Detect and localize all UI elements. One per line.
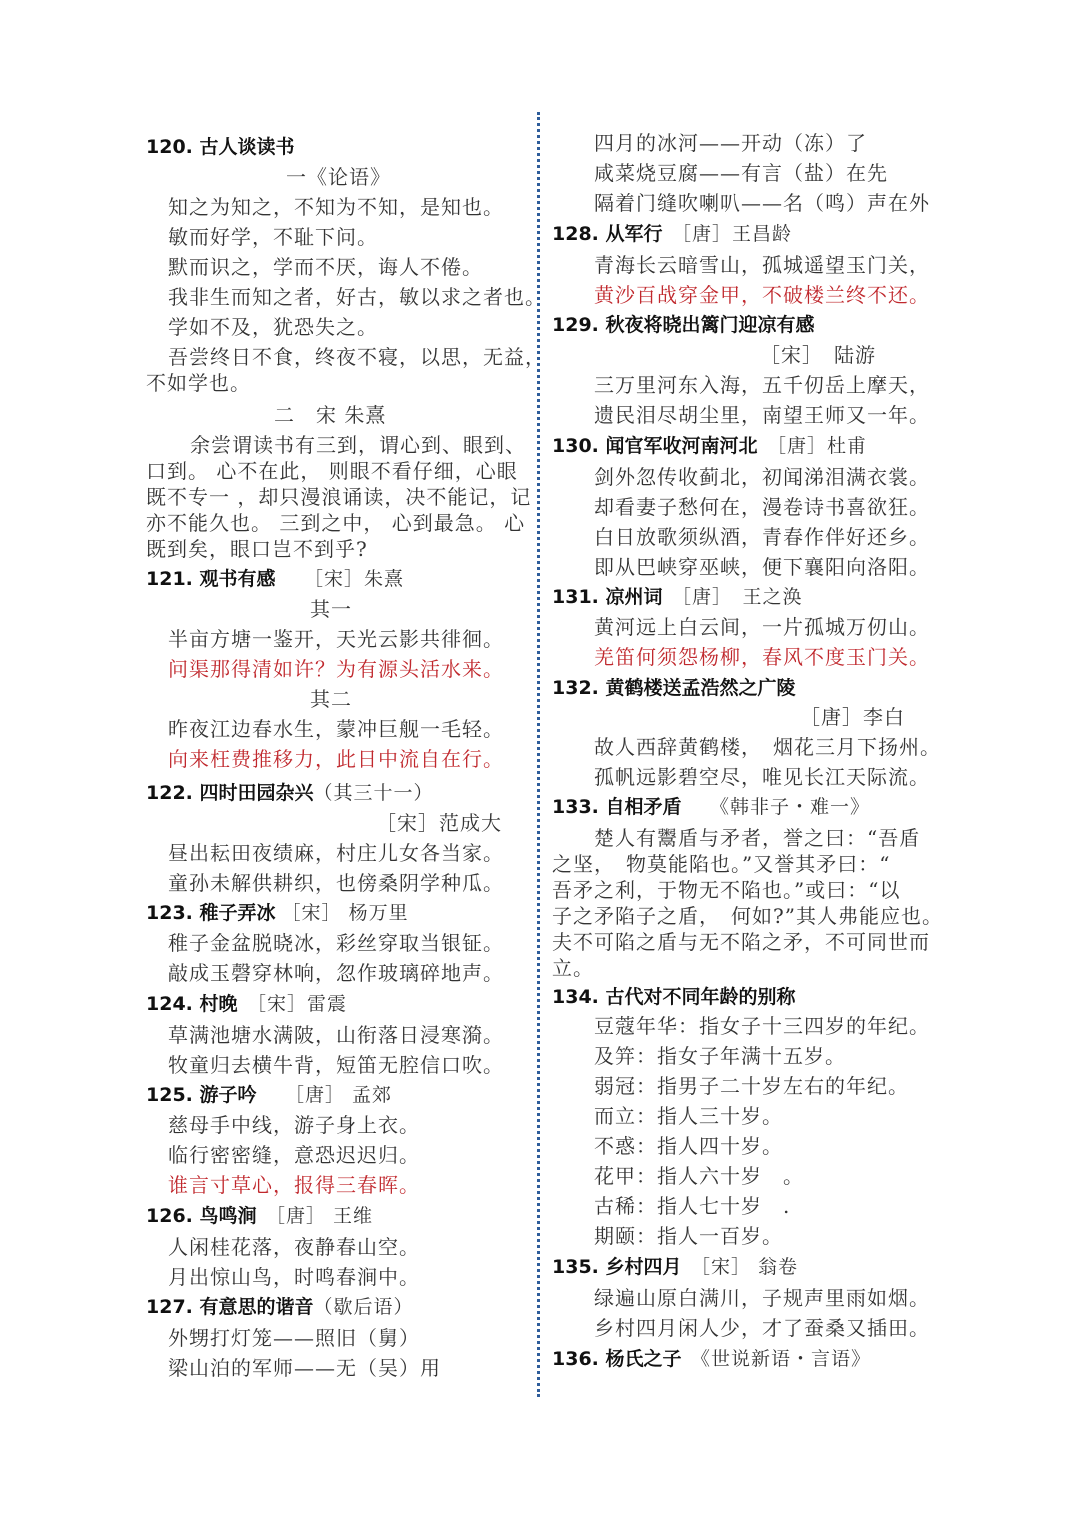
text-line: 期颐：指人一百岁。 — [594, 1224, 783, 1248]
text-line: 剑外忽传收蓟北，初闻涕泪满衣裳。 — [594, 465, 930, 489]
text-line: 学如不及，犹恐失之。 — [168, 315, 378, 339]
text-line: 古稀：指人七十岁 . — [594, 1194, 791, 1218]
section-title-127: 127. 有意思的谐音（歇后语） — [146, 1296, 414, 1318]
text-line: 却看妻子愁何在，漫卷诗书喜欲狂。 — [594, 495, 930, 519]
text-line: 梁山泊的军师——无（吴）用 — [168, 1356, 441, 1380]
text-line: 豆蔻年华：指女子十三四岁的年纪。 — [594, 1014, 930, 1038]
subheading: 其一 — [310, 597, 352, 621]
section-title-123: 123. 稚子弄冰 ［宋］ 杨万里 — [146, 902, 409, 924]
paragraph-line: 吾矛之利，于物无不陷也。”或曰：“以 — [552, 878, 901, 902]
text-line: 花甲：指人六十岁 。 — [594, 1164, 804, 1188]
text-line: 遗民泪尽胡尘里，南望王师又一年。 — [594, 403, 930, 427]
text-line: 四月的冰河——开动（冻）了 — [594, 131, 867, 155]
text-line-highlight: 问渠那得清如许？为有源头活水来。 — [168, 657, 504, 681]
section-title-135: 135. 乡村四月 ［宋］ 翁卷 — [552, 1256, 799, 1278]
text-line-highlight: 羌笛何须怨杨柳，春风不度玉门关。 — [594, 645, 930, 669]
section-title-130: 130. 闻官军收河南河北 ［唐］杜甫 — [552, 435, 868, 457]
section-title-121: 121. 观书有感 ［宋］朱熹 — [146, 568, 405, 590]
paragraph-line: 亦不能久也。 三到之中， 心到最急。 心 — [146, 511, 526, 535]
subheading: 二 宋 朱熹 — [274, 403, 387, 427]
text-line-highlight: 谁言寸草心，报得三春晖。 — [168, 1173, 420, 1197]
section-title-120: 120. 古人谈读书 — [146, 136, 295, 158]
text-line: 三万里河东入海，五千仞岳上摩天， — [594, 373, 930, 397]
text-line: 慈母手中线，游子身上衣。 — [168, 1113, 420, 1137]
text-line: 我非生而知之者，好古，敏以求之者也。 — [168, 285, 546, 309]
section-title-132: 132. 黄鹤楼送孟浩然之广陵 — [552, 677, 796, 699]
paragraph-line: 余尝谓读书有三到，谓心到、眼到、 — [190, 433, 526, 457]
text-line: 临行密密缝，意恐迟迟归。 — [168, 1143, 420, 1167]
text-line: 白日放歌须纵酒，青春作伴好还乡。 — [594, 525, 930, 549]
subheading: 一《论语》 — [286, 165, 391, 189]
text-line: 昨夜江边春水生，蒙冲巨舰一毛轻。 — [168, 717, 504, 741]
section-title-125: 125. 游子吟 ［唐］ 孟郊 — [146, 1084, 393, 1106]
paragraph-line: 既到矣，眼口岂不到乎? — [146, 537, 368, 561]
text-line: 弱冠：指男子二十岁左右的年纪。 — [594, 1074, 909, 1098]
section-title-133: 133. 自相矛盾 《韩非子・难一》 — [552, 796, 871, 818]
text-line-highlight: 黄沙百战穿金甲，不破楼兰终不还。 — [594, 283, 930, 307]
paragraph-line: 之坚， 物莫能陷也。”又誉其矛曰：“ — [552, 852, 891, 876]
section-title-136: 136. 杨氏之子 《世说新语・言语》 — [552, 1348, 872, 1370]
paragraph-line: 夫不可陷之盾与无不陷之矛，不可同世而 — [552, 930, 930, 954]
text-line: 敏而好学，不耻下问。 — [168, 225, 378, 249]
section-title-124: 124. 村晚 ［宋］雷震 — [146, 993, 348, 1015]
text-line: 牧童归去横牛背，短笛无腔信口吹。 — [168, 1053, 504, 1077]
text-line: 半亩方塘一鉴开，天光云影共徘徊。 — [168, 627, 504, 651]
text-line: 绿遍山原白满川，子规声里雨如烟。 — [594, 1286, 930, 1310]
section-title-126: 126. 鸟鸣涧 ［唐］ 王维 — [146, 1205, 374, 1227]
paragraph-line: 既不专一 ，却只漫浪诵读，决不能记，记 — [146, 485, 532, 509]
section-title-129: 129. 秋夜将晓出篱门迎凉有感 — [552, 314, 815, 336]
text-line: 吾尝终日不食，终夜不寝，以思，无益， — [168, 345, 546, 369]
section-title-128: 128. 从军行 ［唐］王昌龄 — [552, 223, 793, 245]
text-line: 稚子金盆脱晓冰，彩丝穿取当银钲。 — [168, 931, 504, 955]
text-line: 敲成玉磬穿林响，忽作玻璃碎地声。 — [168, 961, 504, 985]
author-line: ［宋］范成大 — [376, 811, 502, 835]
text-line: 黄河远上白云间，一片孤城万仞山。 — [594, 615, 930, 639]
paragraph-line: 口到。 心不在此， 则眼不看仔细，心眼 — [146, 459, 518, 483]
subheading: 其二 — [310, 687, 352, 711]
text-line: 童孙未解供耕织，也傍桑阴学种瓜。 — [168, 871, 504, 895]
text-line: 不惑：指人四十岁。 — [594, 1134, 783, 1158]
text-line: 及笄：指女子年满十五岁。 — [594, 1044, 846, 1068]
paragraph-line: 楚人有鬻盾与矛者，誉之曰：“吾盾 — [594, 826, 921, 850]
text-line: 青海长云暗雪山，孤城遥望玉门关， — [594, 253, 930, 277]
text-line: 月出惊山鸟，时鸣春涧中。 — [168, 1265, 420, 1289]
paragraph-line: 子之矛陷子之盾， 何如?”其人弗能应也。 — [552, 904, 943, 928]
text-line: 而立：指人三十岁。 — [594, 1104, 783, 1128]
text-line: 咸菜烧豆腐——有言（盐）在先 — [594, 161, 888, 185]
text-line: 隔着门缝吹喇叭——名（鸣）声在外 — [594, 191, 930, 215]
text-line: 昼出耘田夜绩麻，村庄儿女各当家。 — [168, 841, 504, 865]
text-line: 不如学也。 — [146, 371, 251, 395]
section-title-122: 122. 四时田园杂兴（其三十一） — [146, 782, 434, 804]
paragraph-line: 立。 — [552, 956, 594, 980]
text-line: 故人西辞黄鹤楼， 烟花三月下扬州。 — [594, 735, 941, 759]
text-line: 即从巴峡穿巫峡，便下襄阳向洛阳。 — [594, 555, 930, 579]
text-line: 知之为知之，不知为不知，是知也。 — [168, 195, 504, 219]
text-line: 乡村四月闲人少，才了蚕桑又插田。 — [594, 1316, 930, 1340]
author-line: ［唐］李白 — [800, 705, 905, 729]
text-line-highlight: 向来枉费推移力，此日中流自在行。 — [168, 747, 504, 771]
text-line: 孤帆远影碧空尽，唯见长江天际流。 — [594, 765, 930, 789]
author-line: ［宋］ 陆游 — [760, 343, 876, 367]
text-line: 外甥打灯笼——照旧（舅） — [168, 1326, 420, 1350]
section-title-131: 131. 凉州词 ［唐］ 王之涣 — [552, 586, 803, 608]
text-line: 默而识之，学而不厌，诲人不倦。 — [168, 255, 483, 279]
section-title-134: 134. 古代对不同年龄的别称 — [552, 986, 796, 1008]
text-line: 草满池塘水满陂，山衔落日浸寒漪。 — [168, 1023, 504, 1047]
text-line: 人闲桂花落，夜静春山空。 — [168, 1235, 420, 1259]
